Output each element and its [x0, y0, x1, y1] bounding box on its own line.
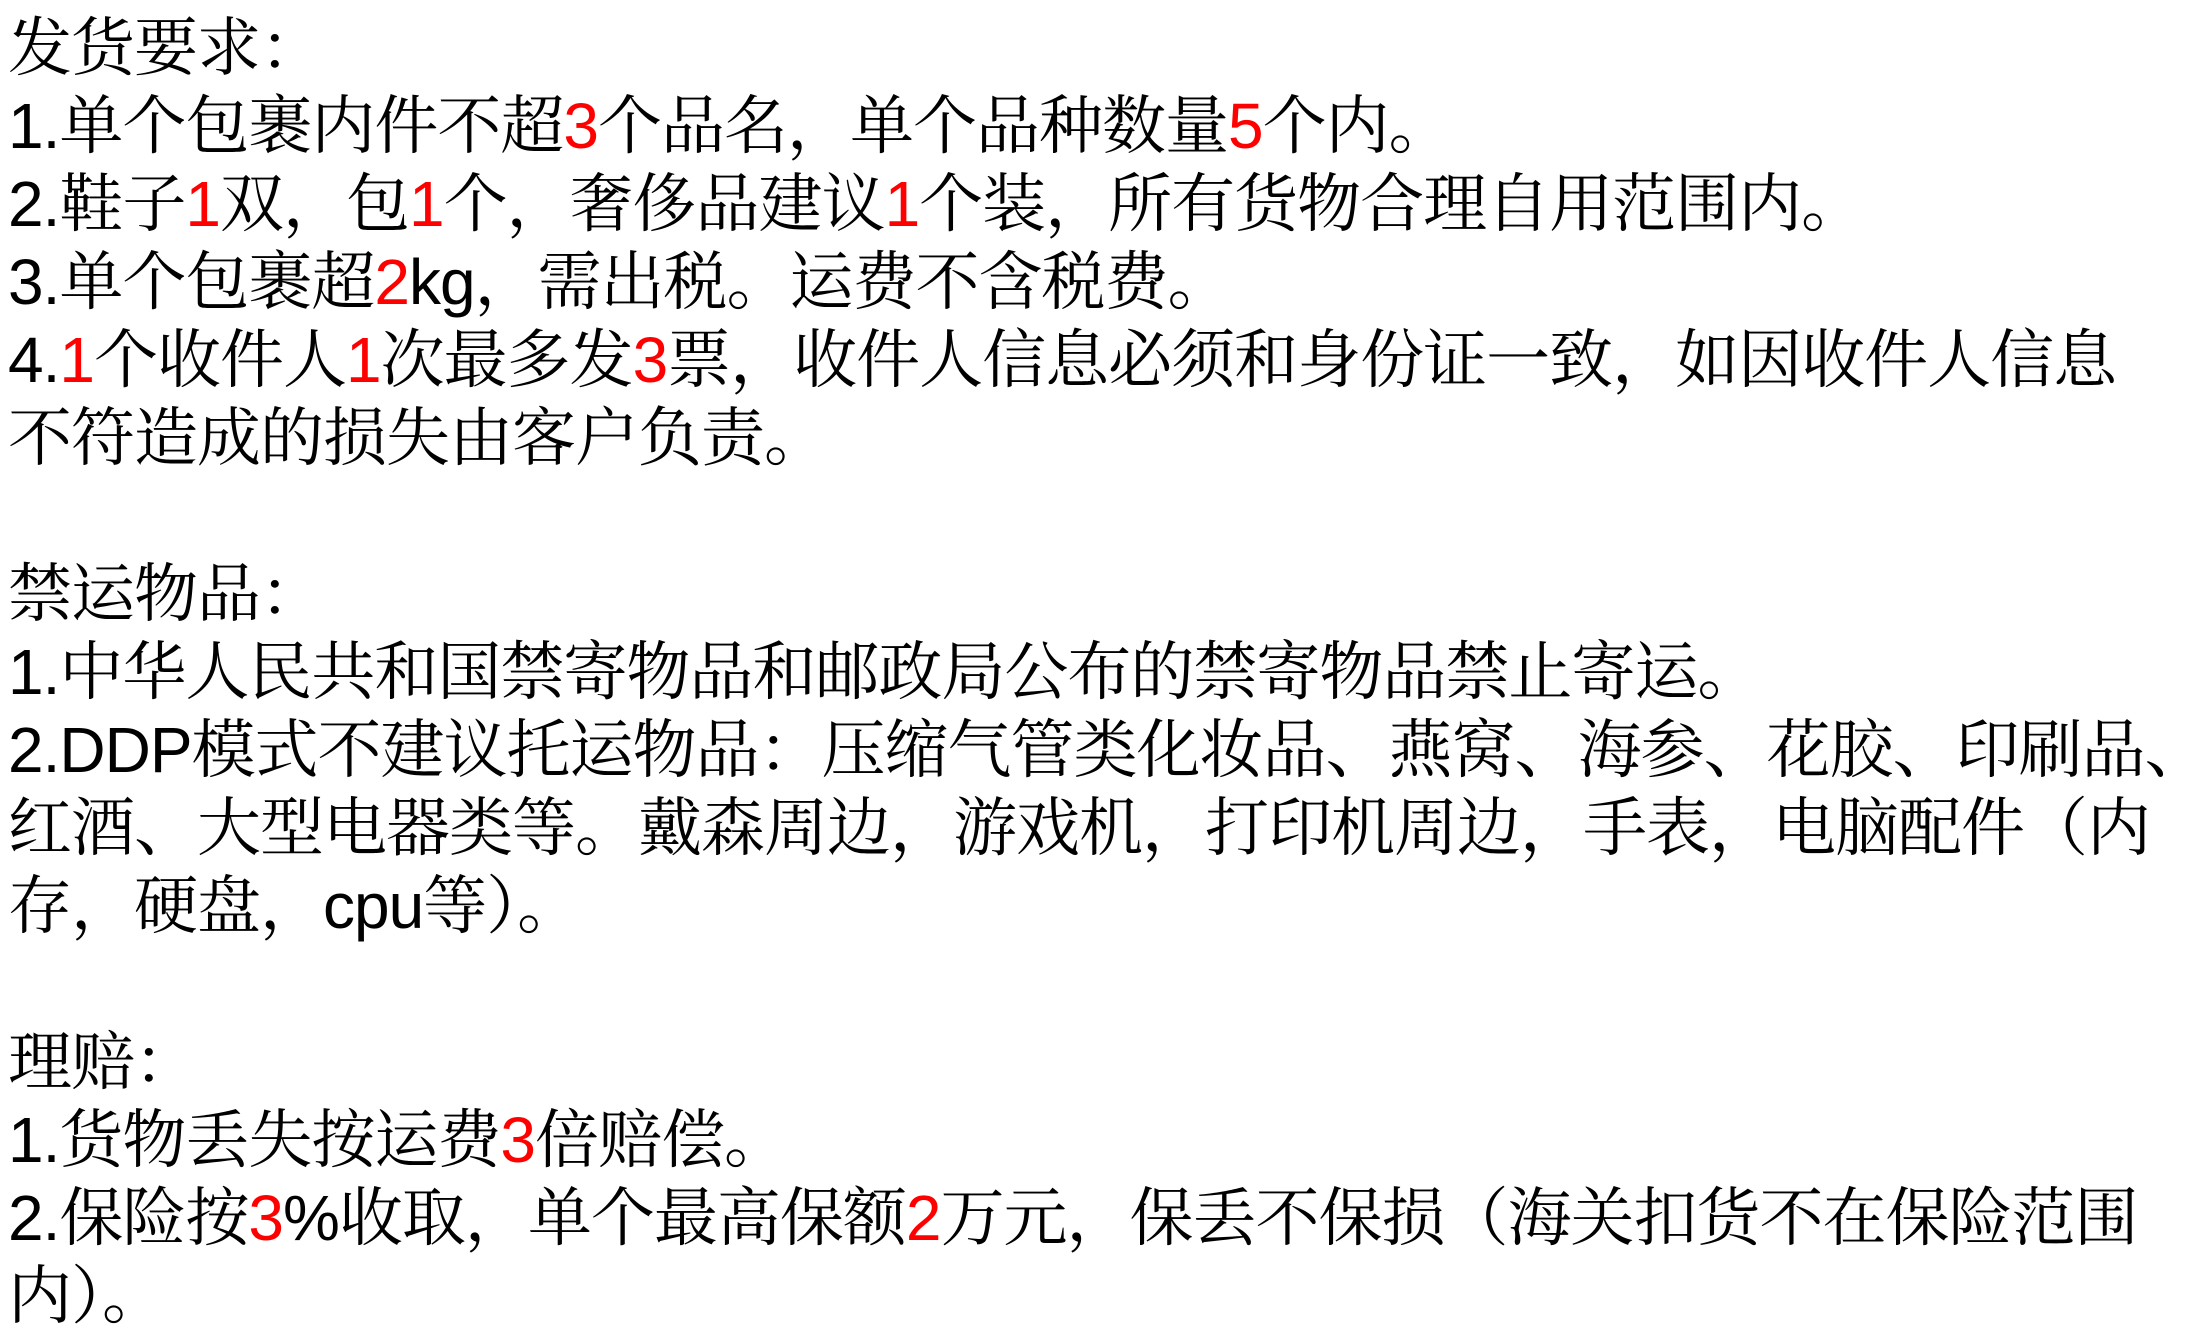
text-segment: 1.中华人民共和国禁寄物品和邮政局公布的禁寄物品禁止寄运。 [8, 636, 1761, 708]
shipping-rule-2 [8, 165, 2201, 243]
text-segment: 个内。 [1262, 90, 1452, 162]
prohibited-rule-1 [8, 633, 2201, 711]
text-segment: 万元，保丢不保损（海关扣货不在保险范围 [940, 1182, 2138, 1254]
shipping-rule-3 [8, 243, 2201, 321]
shipping-requirements-heading [8, 9, 2201, 87]
claims-rule-2-line-1 [8, 1179, 2201, 1257]
highlighted-number: 1 [345, 324, 381, 396]
prohibited-rule-2-line-2 [8, 789, 2201, 867]
claims-rule-1 [8, 1101, 2201, 1179]
highlighted-number: 3 [563, 90, 598, 162]
highlighted-number: 1 [59, 324, 94, 396]
prohibited-items-heading [8, 555, 2201, 633]
highlighted-number: 2 [905, 1182, 941, 1254]
text-segment: 3.单个包裹超 [8, 246, 375, 318]
highlighted-number: 1 [408, 168, 444, 240]
text-segment: 双，包 [219, 168, 409, 240]
text-segment: 2.DDP模式不建议托运物品：压缩气管类化妆品、燕窝、海参、花胶、印刷品、 [8, 714, 2207, 786]
text-segment: 红酒、大型电器类等。戴森周边，游戏机，打印机周边，手表，电脑配件（内 [8, 792, 2150, 864]
text-segment: 次最多发 [380, 324, 633, 396]
prohibited-rule-2-line-1 [8, 711, 2207, 789]
highlighted-number: 1 [884, 168, 920, 240]
claims-heading [8, 1023, 2201, 1101]
section-heading-text: 禁运物品： [8, 558, 323, 630]
shipping-rule-4-line-1 [8, 321, 2201, 399]
text-segment: 票，收件人信息必须和身份证一致，如因收件人信息 [667, 324, 2117, 396]
text-segment: 4. [8, 324, 60, 396]
shipping-rule-1 [8, 87, 2201, 165]
highlighted-number: 1 [185, 168, 220, 240]
highlighted-number: 3 [500, 1104, 535, 1176]
text-segment: 个装，所有货物合理自用范围内。 [919, 168, 1865, 240]
text-segment: 内）。 [8, 1260, 165, 1332]
text-segment: 2.保险按 [8, 1182, 249, 1254]
prohibited-rule-2-line-3 [8, 867, 2201, 945]
text-segment: %收取，单个最高保额 [282, 1182, 906, 1254]
text-segment: 1.货物丢失按运费 [8, 1104, 501, 1176]
highlighted-number: 2 [374, 246, 409, 318]
text-segment: 1.单个包裹内件不超 [8, 90, 564, 162]
highlighted-number: 3 [248, 1182, 283, 1254]
text-segment: 倍赔偿。 [534, 1104, 787, 1176]
text-segment: 不符造成的损失由客户负责。 [8, 402, 827, 474]
text-segment: 2.鞋子 [8, 168, 186, 240]
text-segment: kg，需出税。运费不含税费。 [408, 246, 1231, 318]
section-heading-text: 理赔： [8, 1026, 197, 1098]
text-segment: 个收件人 [93, 324, 346, 396]
text-segment: 存，硬盘，cpu等）。 [8, 870, 581, 942]
highlighted-number: 3 [632, 324, 668, 396]
document-body [8, 9, 2207, 1332]
blank-line [8, 477, 2201, 555]
shipping-rule-4-line-2 [8, 399, 2201, 477]
section-heading-text: 发货要求： [8, 12, 323, 84]
highlighted-number: 5 [1227, 90, 1263, 162]
claims-rule-2-line-2 [8, 1257, 2201, 1332]
text-segment: 个品名，单个品种数量 [597, 90, 1228, 162]
blank-line [8, 945, 2201, 1023]
text-segment: 个，奢侈品建议 [443, 168, 885, 240]
